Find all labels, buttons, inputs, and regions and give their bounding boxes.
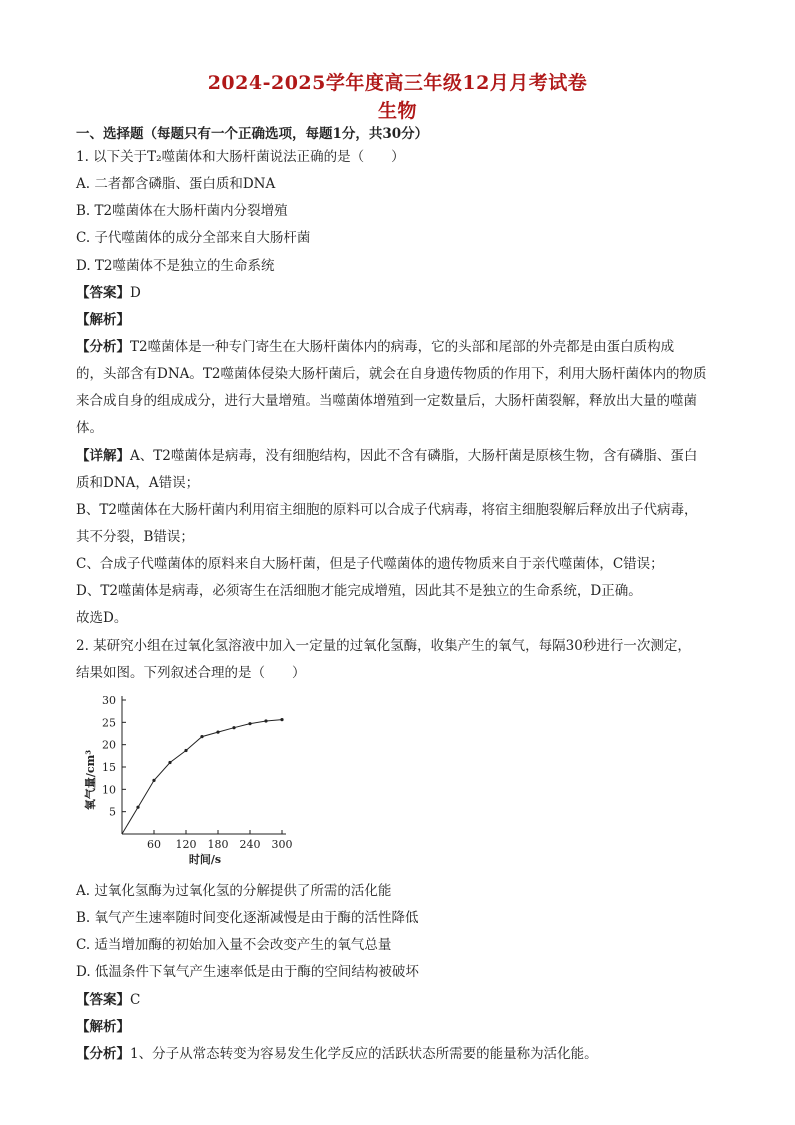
fenxi-tag: 【分析】 <box>76 1046 130 1062</box>
q1-answer-line <box>76 284 726 302</box>
q1-xiangjie-line-1 <box>76 447 726 465</box>
q2-fenxi-line-1 <box>76 1045 726 1063</box>
data-point <box>232 726 235 729</box>
oxygen-volume-chart <box>76 688 306 868</box>
section-heading: 一、选择题（每题只有一个正确选项，每题1分，共30分） <box>76 126 429 142</box>
chart-points <box>136 718 283 809</box>
q1-answer: D <box>130 285 141 301</box>
subject-title: 生物 <box>377 100 417 122</box>
q2-answer-line <box>76 991 726 1009</box>
x-tick-label: 60 <box>147 838 161 851</box>
q2-answer: C <box>130 992 141 1008</box>
q1-fenxi-text-1: T2噬菌体是一种专门寄生在大肠杆菌体内的病毒，它的头部和尾部的外壳都是由蛋白质构成 <box>130 339 675 355</box>
data-point <box>264 719 267 722</box>
q1-jiexi-tag: 【解析】 <box>76 312 130 328</box>
q1-xiangjie-line-7: 故选D。 <box>76 610 128 626</box>
q1-xiangjie-line-4: 其不分裂，B错误； <box>76 529 194 545</box>
q2-stem-line-1: 2. 某研究小组在过氧化氢溶液中加入一定量的过氧化氢酶，收集产生的氧气，每隔30秒进行一次测定， <box>76 638 691 654</box>
q1-fenxi-line-2: 的，头部含有DNA。T2噬菌体侵染大肠杆菌后，就会在自身遗传物质的作用下，利用大肠杆菌体内的物质 <box>76 366 707 382</box>
q1-fenxi-line-1 <box>76 338 726 356</box>
q2-fenxi-text: 1、分子从常态转变为容易发生化学反应的活跃状态所需要的能量称为活化能。 <box>130 1046 598 1062</box>
x-tick-label: 240 <box>239 838 261 851</box>
q1-option-a: A. 二者都含磷脂、蛋白质和DNA <box>76 176 276 192</box>
x-tick-label: 120 <box>175 838 197 851</box>
q1-fenxi-line-3: 来合成自身的组成成分，进行大量增殖。当噬菌体增殖到一定数量后，大肠杆菌裂解，释放出大量的噬菌 <box>76 393 697 409</box>
data-point <box>152 779 155 782</box>
q2-option-c: C. 适当增加酶的初始加入量不会改变产生的氧气总量 <box>76 937 392 953</box>
q2-jiexi-tag: 【解析】 <box>76 1019 130 1035</box>
q1-stem: 1. 以下关于T₂噬菌体和大肠杆菌说法正确的是（ ） <box>76 149 405 165</box>
data-point <box>248 722 251 725</box>
q2-option-a: A. 过氧化氢酶为过氧化氢的分解提供了所需的活化能 <box>76 883 392 899</box>
q2-stem-line-2: 结果如图。下列叙述合理的是（ ） <box>76 665 306 681</box>
chart-axes <box>122 696 286 834</box>
answer-tag: 【答案】 <box>76 285 130 301</box>
chart-x-axis-label: 时间/s <box>188 853 222 866</box>
q1-xiangjie-line-2: 质和DNA，A错误； <box>76 475 200 491</box>
data-point <box>184 749 187 752</box>
q2-option-d: D. 低温条件下氧气产生速率低是由于酶的空间结构被破坏 <box>76 964 419 980</box>
q1-option-d: D. T2噬菌体不是独立的生命系统 <box>76 258 275 274</box>
y-tick-label: 25 <box>102 716 116 730</box>
x-tick-label: 300 <box>271 838 293 851</box>
chart-ticks <box>102 694 293 851</box>
answer-tag: 【答案】 <box>76 992 130 1008</box>
q1-option-b: B. T2噬菌体在大肠杆菌内分裂增殖 <box>76 203 288 219</box>
q1-xiangjie-line-3: B、T2噬菌体在大肠杆菌内利用宿主细胞的原料可以合成子代病毒，将宿主细胞裂解后释放出子代病毒， <box>76 502 698 518</box>
data-point <box>136 806 139 809</box>
y-tick-label: 10 <box>102 783 116 797</box>
q1-xiangjie-line-5: C、合成子代噬菌体的原料来自大肠杆菌，但是子代噬菌体的遗传物质来自于亲代噬菌体，C错误； <box>76 556 664 572</box>
y-tick-label: 5 <box>109 805 116 819</box>
q2-option-b: B. 氧气产生速率随时间变化逐渐减慢是由于酶的活性降低 <box>76 910 419 926</box>
xiangjie-tag: 【详解】 <box>76 448 130 464</box>
q1-option-c: C. 子代噬菌体的成分全部来自大肠杆菌 <box>76 230 311 246</box>
q1-xiangjie-line-6: D、T2噬菌体是病毒，必须寄生在活细胞才能完成增殖，因此其不是独立的生命系统，D正确。 <box>76 583 642 599</box>
x-tick-label: 180 <box>207 838 229 851</box>
y-tick-label: 30 <box>102 694 116 707</box>
chart-y-axis-label: 氧气量/cm³ <box>84 749 97 811</box>
data-point <box>216 731 219 734</box>
fenxi-tag: 【分析】 <box>76 339 130 355</box>
data-point <box>280 718 283 721</box>
data-point <box>200 735 203 738</box>
q1-xiangjie-text-1: A、T2噬菌体是病毒，没有细胞结构，因此不含有磷脂，大肠杆菌是原核生物，含有磷脂、蛋白 <box>130 448 698 464</box>
data-point <box>168 761 171 764</box>
y-tick-label: 15 <box>102 761 116 774</box>
exam-title: 2024-2025学年度高三年级12月月考试卷 <box>207 72 588 94</box>
q1-fenxi-line-4: 体。 <box>76 420 103 436</box>
y-tick-label: 20 <box>102 738 116 752</box>
